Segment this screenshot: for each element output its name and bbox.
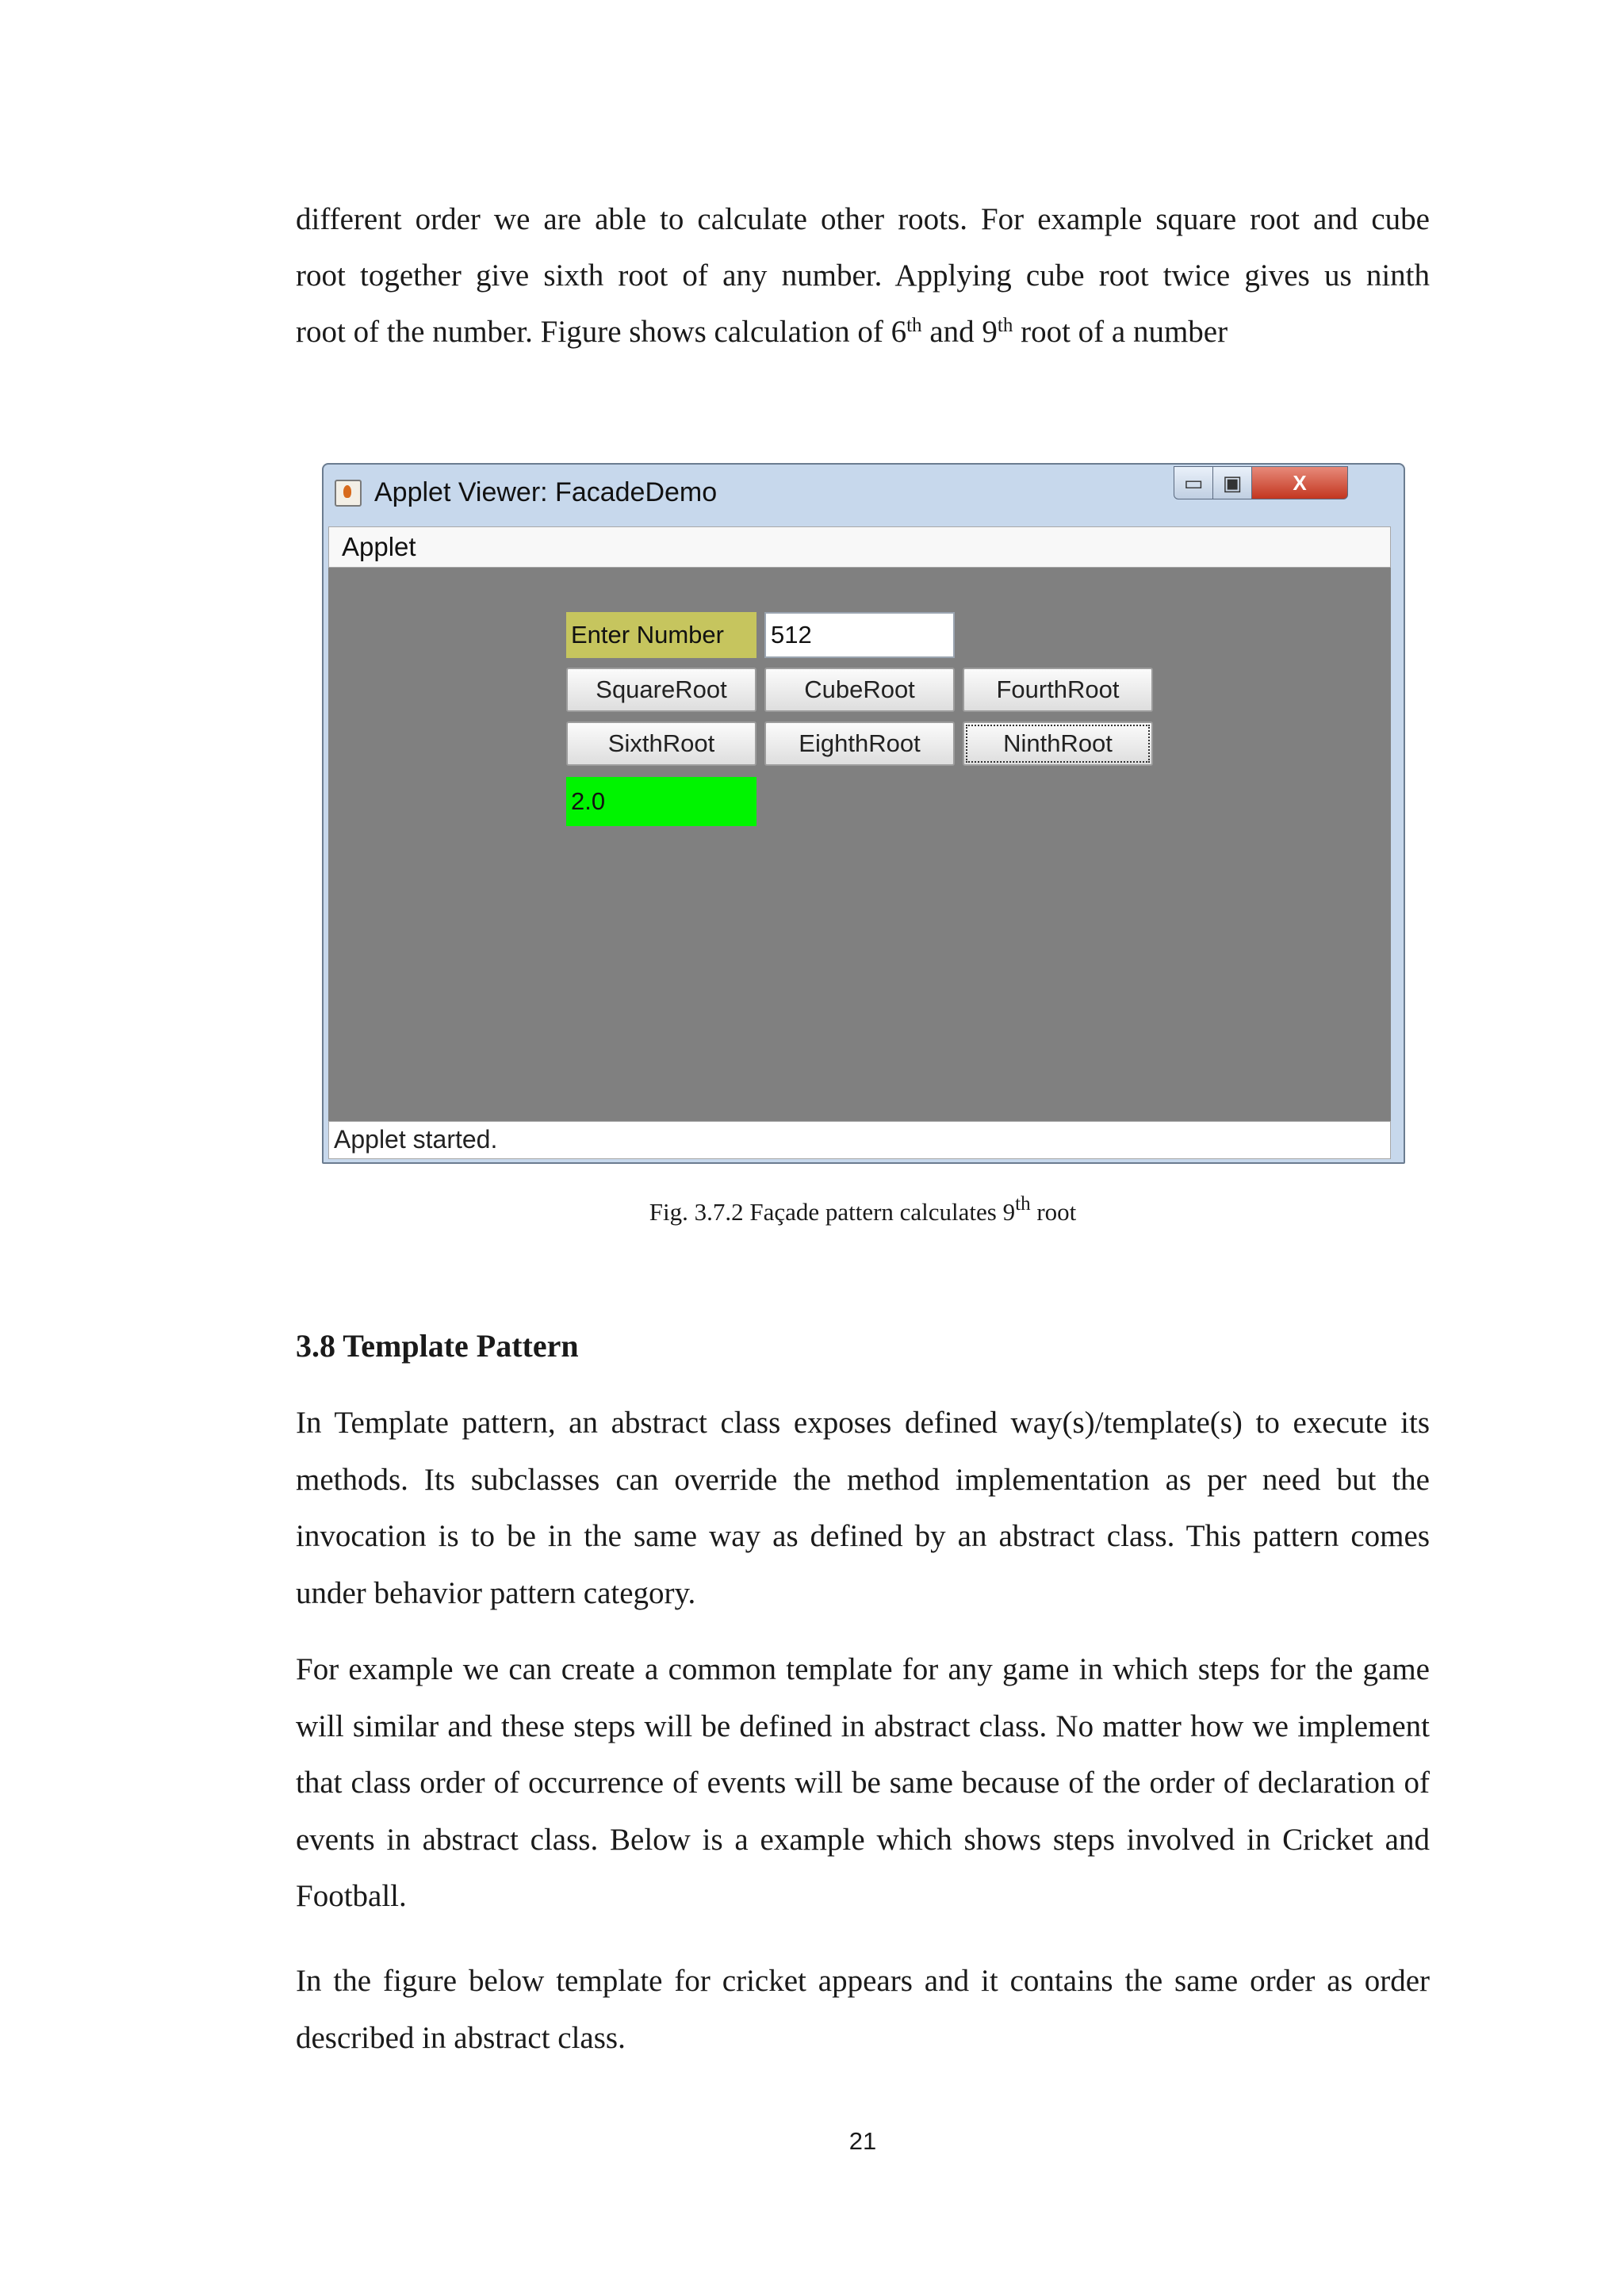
- applet-window: [322, 463, 1405, 1164]
- fourth-root-button[interactable]: FourthRoot: [963, 668, 1153, 712]
- menu-bar: [328, 526, 1391, 568]
- intro-line-3-text: root of the number. Figure shows calculation of 6: [296, 315, 907, 349]
- cube-root-button[interactable]: CubeRoot: [764, 668, 955, 712]
- figure-caption: [0, 1193, 1624, 1226]
- page-number: 21: [848, 2127, 877, 2155]
- minimize-button[interactable]: ▭: [1174, 466, 1213, 499]
- status-bar: [328, 1121, 1391, 1159]
- intro-line-3: [296, 304, 1430, 361]
- paragraph-template-example: For example we can create a common template for any game in which steps for the game will similar and these steps will be defined in abstract class. No matter how we implement that class order of occurrence of events will be same because of the order of declaration of events in abstract class. Below is a example which shows steps involved in Cricket and Football.: [296, 1652, 1430, 1913]
- paragraph-template-intro: In Template pattern, an abstract class exposes defined way(s)/template(s) to execute its methods. Its subclasses can override the method implementation as per need but the invocation is to be in the same way as defined by an abstract class. This pattern comes under behavior pattern category.: [296, 1406, 1430, 1610]
- window-title: Applet Viewer: FacadeDemo: [374, 477, 718, 507]
- intro-line-1: different order we are able to calculate other roots. For example square root and cube: [296, 202, 1430, 236]
- superscript: th: [997, 315, 1013, 336]
- close-button[interactable]: X: [1251, 466, 1348, 499]
- intro-line-3-text: and 9: [921, 315, 998, 349]
- sixth-root-button[interactable]: SixthRoot: [566, 721, 756, 766]
- maximize-button[interactable]: ▣: [1212, 466, 1252, 499]
- section-heading: 3.8 Template Pattern: [296, 1328, 579, 1364]
- ninth-root-button[interactable]: NinthRoot: [963, 721, 1153, 766]
- paragraph-template-figure: In the figure below template for cricket appears and it contains the same order as order described in abstract class.: [296, 1964, 1430, 2055]
- number-input[interactable]: 512: [764, 612, 955, 658]
- enter-number-label: Enter Number: [566, 612, 756, 658]
- square-root-button[interactable]: SquareRoot: [566, 668, 756, 712]
- caption-text: Fig. 3.7.2 Façade pattern calculates 9: [649, 1198, 1016, 1226]
- intro-line-2: root together give sixth root of any number. Applying cube root twice gives us ninth: [296, 258, 1430, 293]
- status-text: Applet started.: [334, 1125, 498, 1154]
- applet-panel: [328, 568, 1391, 1121]
- title-bar[interactable]: [324, 465, 1404, 514]
- caption-text: root: [1030, 1198, 1077, 1226]
- intro-line-3-text: root of a number: [1013, 315, 1228, 349]
- superscript: th: [1015, 1193, 1031, 1215]
- eighth-root-button[interactable]: EighthRoot: [764, 721, 955, 766]
- menu-applet[interactable]: Applet: [342, 532, 416, 561]
- java-icon: [335, 480, 362, 507]
- superscript: th: [906, 315, 922, 336]
- result-field: 2.0: [566, 777, 756, 826]
